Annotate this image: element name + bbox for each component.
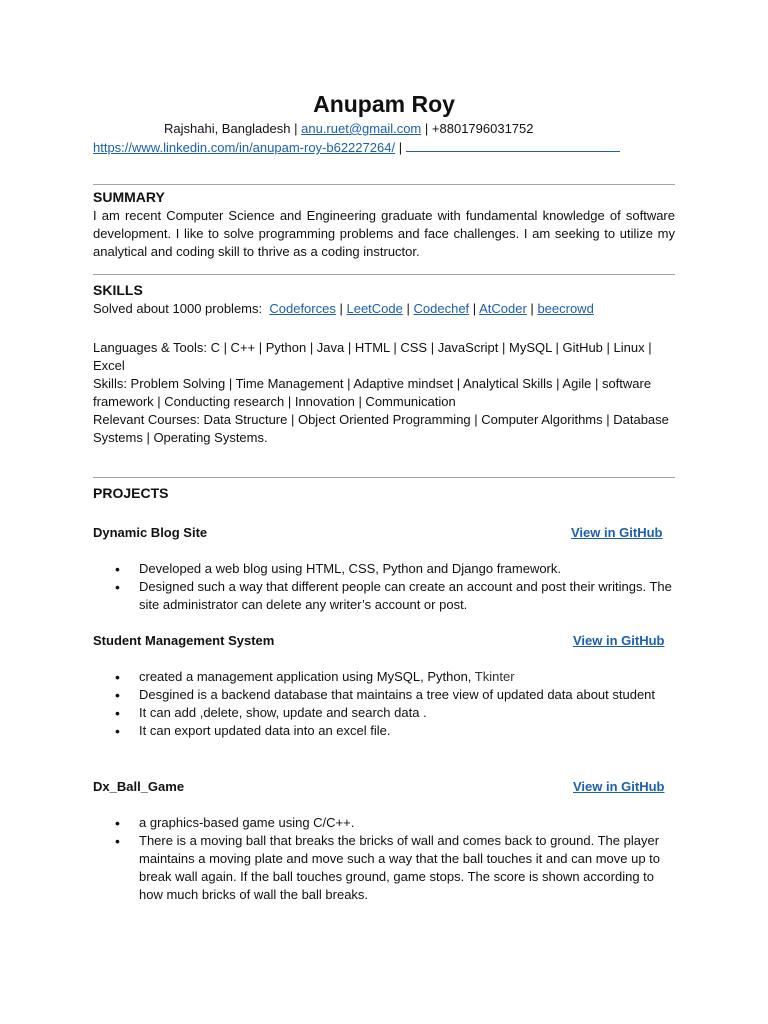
- github-link[interactable]: View in GitHub: [573, 779, 665, 794]
- list-item: • There is a moving ball that breaks the bricks of wall and comes back to ground. The player maintains a moving plate and move such a way that the ball touches it and can move up to break wall again. If the ball touches ground, game stops. The score is shown according to how much bricks of wall the ball breaks.: [112, 832, 672, 904]
- separator: |: [424, 121, 429, 136]
- summary-text: I am recent Computer Science and Engineering graduate with fundamental knowledge of software development. I like to solve programming problems and face challenges. I am seeking to utilize my analytical and coding skill to thrive as a coding instructor.: [93, 208, 675, 259]
- projects-heading: PROJECTS: [93, 485, 169, 501]
- project-bullets: [112, 814, 672, 904]
- bullet-text: created a management application using MySQL, Python,: [139, 669, 475, 684]
- project-title: Student Management System: [93, 633, 275, 648]
- list-item: • Designed such a way that different people can create an account and post their writings. The site administrator can delete any writer’s account or post.: [112, 578, 672, 614]
- linkedin-link[interactable]: https://www.linkedin.com/in/anupam-roy-b62227264/: [93, 140, 396, 155]
- candidate-name: Anupam Roy: [313, 91, 455, 117]
- list-item: • Developed a web blog using HTML, CSS, Python and Django framework.: [112, 560, 672, 578]
- separator: |: [530, 301, 534, 316]
- project-title: Dx_Ball_Game: [93, 779, 185, 794]
- github-link[interactable]: View in GitHub: [573, 633, 665, 648]
- section-divider: [93, 184, 675, 185]
- section-divider: [93, 477, 675, 478]
- online-judges-line: [93, 300, 594, 318]
- list-item: [112, 668, 672, 686]
- linkedin-line: [93, 138, 620, 157]
- contact-line: [164, 120, 534, 138]
- skills-heading: SKILLS: [93, 282, 143, 298]
- bullet-text: Tkinter: [474, 669, 515, 684]
- blank-link-underline: [406, 138, 620, 152]
- separator: |: [472, 301, 477, 316]
- project-title: Dynamic Blog Site: [93, 525, 208, 540]
- skills-list: Skills: Problem Solving | Time Management | Adaptive mindset | Analytical Skills | Agile | software framework | Conducting research | Innovation | Communication: [93, 376, 652, 409]
- separator: |: [398, 140, 403, 155]
- summary-heading: SUMMARY: [93, 189, 165, 205]
- project-bullets: [112, 668, 672, 740]
- list-item: • a graphics-based game using C/C++.: [112, 814, 672, 832]
- location: Rajshahi, Bangladesh: [164, 121, 291, 136]
- codechef-link[interactable]: Codechef: [413, 301, 470, 316]
- phone-number: +8801796031752: [431, 121, 534, 136]
- separator: |: [406, 301, 410, 316]
- email-link[interactable]: anu.ruet@gmail.com: [301, 121, 422, 136]
- list-item: • It can add ,delete, show, update and search data .: [112, 704, 672, 722]
- separator: |: [294, 121, 298, 136]
- leetcode-link[interactable]: LeetCode: [346, 301, 403, 316]
- section-divider: [93, 274, 675, 275]
- list-item: • Desgined is a backend database that maintains a tree view of updated data about student: [112, 686, 672, 704]
- codeforces-link[interactable]: Codeforces: [269, 301, 336, 316]
- relevant-courses: Relevant Courses: Data Structure | Object Oriented Programming | Computer Algorithms | Database Systems | Operating Systems.: [93, 412, 669, 445]
- solved-label: Solved about 1000 problems:: [93, 301, 263, 316]
- beecrowd-link[interactable]: beecrowd: [537, 301, 594, 316]
- atcoder-link[interactable]: AtCoder: [479, 301, 527, 316]
- github-link[interactable]: View in GitHub: [571, 525, 663, 540]
- project-bullets: [112, 560, 672, 614]
- languages-tools: Languages & Tools: C | C++ | Python | Java | HTML | CSS | JavaScript | MySQL | GitHub | Linux | Excel: [93, 340, 652, 373]
- list-item: • It can export updated data into an excel file.: [112, 722, 672, 740]
- separator: |: [339, 301, 343, 316]
